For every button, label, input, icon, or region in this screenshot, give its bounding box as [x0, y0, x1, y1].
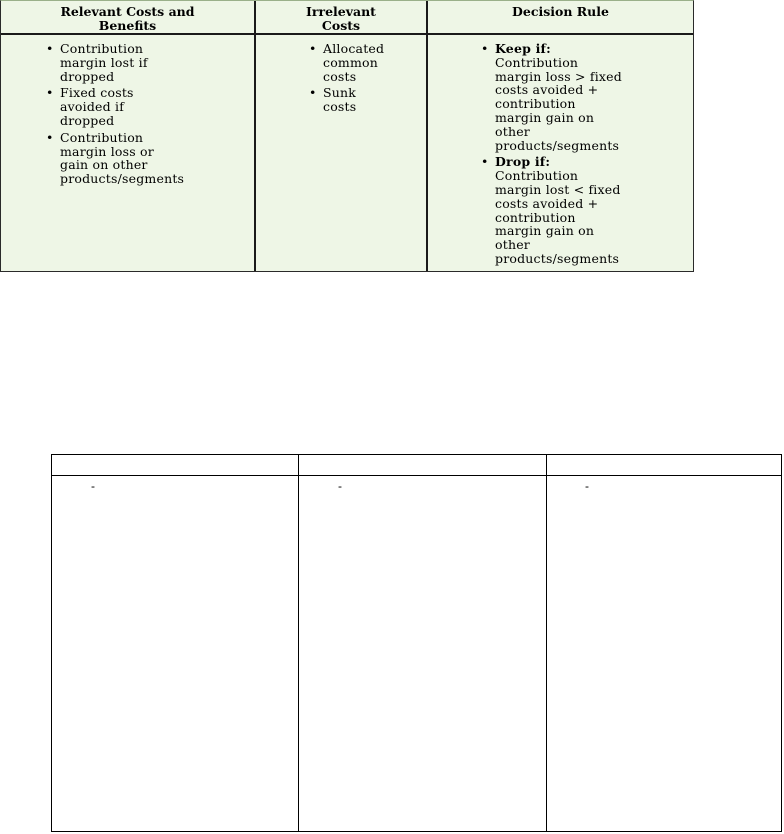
keep-rule-text: Contribution margin loss > fixed costs avoided + contribution margin gain on other products/segments — [495, 54, 622, 153]
bullet-icon: • — [481, 154, 489, 170]
list-item — [309, 85, 426, 115]
decision-table — [0, 0, 694, 272]
blank-body-cell-2 — [299, 476, 547, 831]
relevant-item-text: Contribution margin loss or gain on other products/segments — [60, 129, 185, 187]
list-item — [481, 41, 693, 153]
list-item — [46, 129, 254, 187]
bullet-icon: • — [309, 41, 317, 56]
blank-body-cell-1 — [52, 476, 299, 831]
dash-marker: - — [338, 479, 342, 493]
relevant-costs-list — [46, 41, 254, 187]
bullet-icon: • — [46, 41, 54, 56]
dash-marker: - — [585, 479, 589, 493]
list-item — [481, 154, 693, 266]
bullet-icon: • — [309, 85, 317, 101]
relevant-item-text: Fixed costs avoided if dropped — [60, 85, 134, 128]
header-irrelevant-costs-text: Irrelevant Costs — [306, 4, 376, 33]
list-item — [309, 41, 426, 84]
dash-marker: - — [91, 479, 95, 493]
decision-rule-list — [481, 41, 693, 266]
bullet-icon: • — [481, 41, 489, 56]
drop-rule-text: Contribution margin lost < fixed costs avoided + contribution margin gain on other products/segments — [495, 168, 621, 266]
bullet-icon: • — [46, 85, 54, 101]
header-decision-rule-text: Decision Rule — [512, 4, 609, 19]
irrelevant-costs-cell — [256, 35, 428, 271]
blank-body-cell-3 — [547, 476, 781, 831]
header-irrelevant-costs — [256, 1, 428, 35]
header-decision-rule — [428, 1, 693, 35]
irrelevant-item-text: Sunk costs — [323, 85, 357, 115]
relevant-costs-cell — [1, 35, 256, 271]
blank-table — [51, 454, 782, 832]
list-item — [46, 41, 254, 84]
header-relevant-costs — [1, 1, 256, 35]
irrelevant-costs-list — [309, 41, 426, 115]
header-relevant-costs-text: Relevant Costs and Benefits — [60, 4, 195, 33]
blank-header-cell-1 — [52, 455, 299, 476]
list-item — [46, 85, 254, 128]
relevant-item-text: Contribution margin lost if dropped — [60, 41, 148, 84]
blank-header-cell-3 — [547, 455, 781, 476]
bullet-icon: • — [46, 129, 54, 145]
keep-if-keyword: Keep if: — [495, 41, 551, 56]
decision-rule-cell — [428, 35, 693, 271]
irrelevant-item-text: Allocated common costs — [323, 41, 385, 84]
drop-if-keyword: Drop if: — [495, 154, 551, 170]
blank-header-cell-2 — [299, 455, 547, 476]
